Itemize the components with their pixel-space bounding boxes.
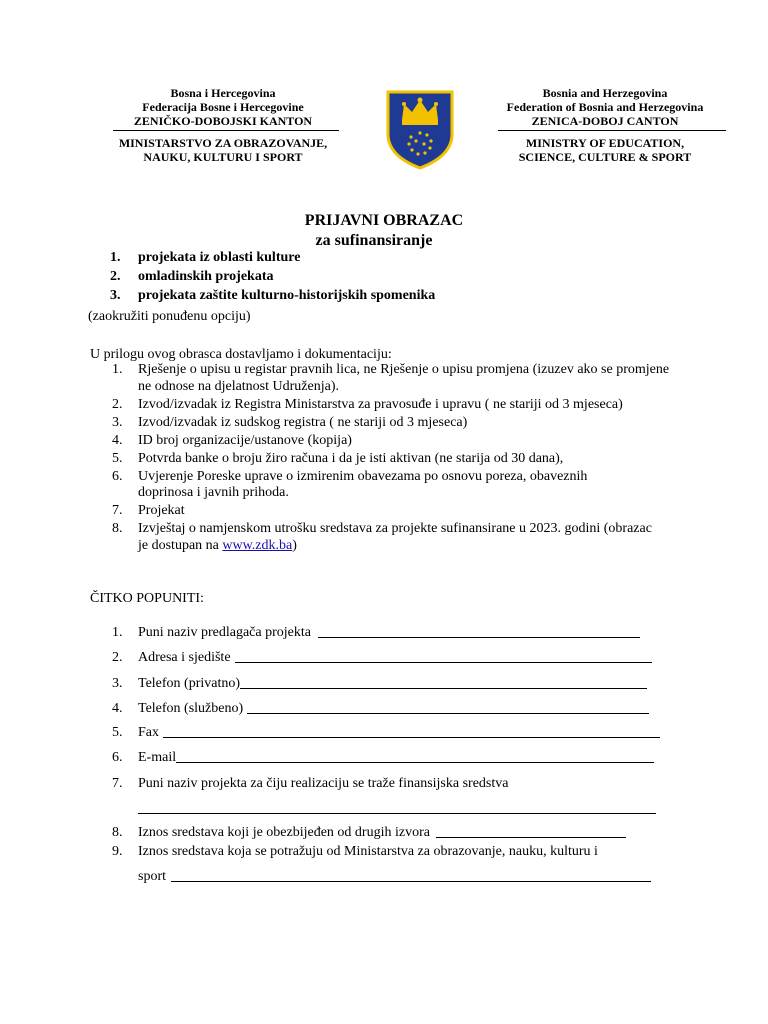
header-right-ministry-1: MINISTRY OF EDUCATION, — [525, 136, 685, 150]
list-item: 2. Izvod/izvadak iz Registra Ministarstva za pravosuđe i upravu ( ne stariji od 3 mjeseca) — [112, 396, 623, 412]
list-item: 1. Rješenje o upisu u registar pravnih lica, ne Rješenje o upisu promjena (izuzev ako se promjene ne odnose na djelatnost Udruženja). — [112, 362, 670, 394]
attachment-8-text: Izvještaj o namjenskom utrošku sredstava za projekte sufinansirane u 2023. godini (obrazac je dostupan na — [138, 521, 652, 553]
header-right-federation: Federation of Bosnia and Herzegovina — [506, 100, 704, 114]
header-left-federation: Federacija Bosne i Hercegovine — [142, 100, 304, 114]
address-input[interactable] — [235, 649, 652, 663]
header-left-ministry-1: MINISTARSTVO ZA OBRAZOVANJE, — [118, 136, 328, 150]
proposer-name-input[interactable] — [318, 624, 640, 638]
list-item: 8. Izvještaj o namjenskom utrošku sredstava za projekte sufinansirane u 2023. godini (obrazac je dostupan na www.zdk.ba) — [112, 521, 652, 553]
phone-work-input[interactable] — [247, 700, 649, 714]
project-type-list — [110, 250, 435, 307]
list-item[interactable]: 2. omladinskih projekata — [110, 269, 274, 284]
field-phone-private: 3. Telefon (privatno) — [112, 675, 647, 692]
fax-input[interactable] — [163, 724, 660, 738]
attachments-intro: U prilogu ovog obrasca dostavljamo i dokumentaciju: — [90, 347, 392, 362]
canton-coat-of-arms-icon — [386, 90, 454, 170]
header-left-canton: ZENIČKO-DOBOJSKI KANTON — [133, 114, 313, 128]
header-right-rule — [498, 130, 726, 131]
fill-heading: ČITKO POPUNITI: — [90, 591, 204, 606]
field-requested-funds-cont: sport — [138, 868, 651, 885]
field-email: 6. E-mail — [112, 749, 654, 766]
zdk-website-link[interactable]: www.zdk.ba — [222, 537, 293, 553]
requested-funds-input[interactable] — [171, 868, 651, 882]
attachment-8-closing: ) — [292, 537, 297, 553]
phone-private-input[interactable] — [240, 675, 647, 689]
list-item: 4. ID broj organizacije/ustanove (kopija) — [112, 432, 352, 448]
list-item[interactable]: 3. projekata zaštite kulturno-historijskih spomenika — [110, 288, 436, 303]
circle-option-note: (zaokružiti ponuđenu opciju) — [88, 309, 251, 324]
header-right-block — [485, 86, 725, 164]
field-address: 2. Adresa i sjedište — [112, 649, 652, 666]
header-right-canton: ZENICA-DOBOJ CANTON — [531, 114, 679, 128]
header-left-ministry-2: NAUKU, KULTURU I SPORT — [143, 150, 303, 164]
list-item[interactable]: 1. projekata iz oblasti kulture — [110, 250, 301, 265]
other-funds-input[interactable] — [436, 824, 626, 838]
field-phone-work: 4. Telefon (službeno) — [112, 700, 649, 717]
email-input[interactable] — [176, 749, 654, 763]
field-project-name: 7. Puni naziv projekta za čiju realizaciju se traže finansijska sredstva — [112, 776, 509, 791]
list-item: 3. Izvod/izvadak iz sudskog registra ( ne stariji od 3 mjeseca) — [112, 414, 468, 430]
field-requested-funds: 9. Iznos sredstava koja se potražuju od Ministarstva za obrazovanje, nauku, kulturu i — [112, 844, 598, 859]
header-left-rule — [113, 130, 339, 131]
form-title: PRIJAVNI OBRAZAC — [304, 212, 464, 229]
field-fax: 5. Fax — [112, 724, 660, 741]
header-left-block — [103, 86, 343, 164]
list-item: 6. Uvjerenje Poreske uprave o izmirenim obavezama po osnovu poreza, obaveznih doprinosa i javnih prihoda. — [112, 468, 588, 500]
list-item: 7. Projekat — [112, 503, 185, 518]
project-name-input[interactable] — [138, 800, 656, 814]
field-proposer-name: 1. Puni naziv predlagača projekta — [112, 624, 640, 641]
field-other-funds: 8. Iznos sredstava koji je obezbijeđen od drugih izvora — [112, 824, 626, 841]
header-right-ministry-2: SCIENCE, CULTURE & SPORT — [518, 150, 692, 164]
header-left-country: Bosna i Hercegovina — [170, 86, 276, 100]
header-right-country: Bosnia and Herzegovina — [542, 86, 668, 100]
form-subtitle: za sufinansiranje — [315, 232, 433, 249]
attachments-list — [112, 362, 672, 556]
list-item: 5. Potvrda banke o broju žiro računa i da je isti aktivan (ne starija od 30 dana), — [112, 450, 564, 466]
